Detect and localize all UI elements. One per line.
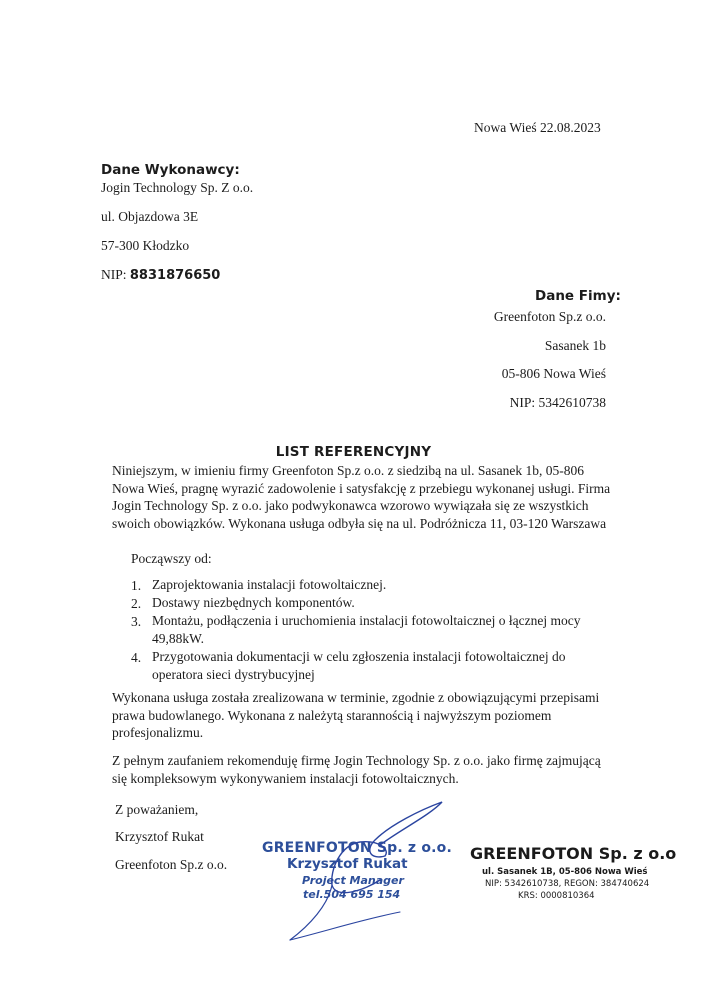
list-item-2-number: 2.: [131, 596, 142, 611]
client-name: Greenfoton Sp.z o.o.: [493, 309, 606, 324]
list-item-4-text: Przygotowania dokumentacji w celu zgłoszenia instalacji fotowoltaicznej do operatora sieci dystrybucyjnej: [152, 649, 566, 682]
contractor-name: Jogin Technology Sp. Z o.o.: [101, 180, 254, 195]
contractor-city: 57-300 Kłodzko: [101, 238, 190, 253]
contractor-nip-value: 8831876650: [129, 268, 221, 283]
company-stamp-address: ul. Sasanek 1B, 05-806 Nowa Wieś: [482, 867, 648, 877]
closing-company: Greenfoton Sp.z o.o.: [115, 857, 228, 872]
contractor-street: ul. Objazdowa 3E: [101, 209, 199, 224]
contractor-nip: [101, 267, 220, 283]
client-street: Sasanek 1b: [544, 338, 606, 353]
company-stamp-ids: NIP: 5342610738, REGON: 384740624: [485, 879, 650, 889]
client-city: 05-806 Nowa Wieś: [501, 366, 606, 381]
intro-paragraph: Niniejszym, w imieniu firmy Greenfoton Sp.z o.o. z siedzibą na ul. Sasanek 1b, 05-806 Nowa Wieś, pragnę wyrazić zadowolenie i satysfakcję z przebiegu wykonanej usługi. Firma Jogin Technology Sp. z o.o. jako podwykonawca wzorowo wywiązała się ze wszystkich swoich obowiązków. Wykonana usługa odbyła się na ul. Podróżnicza 11, 03-120 Warszawa: [112, 463, 611, 531]
company-stamp-krs: KRS: 0000810364: [518, 891, 595, 901]
list-item-4-number: 4.: [131, 650, 142, 665]
closing-regards: Z poważaniem,: [115, 802, 199, 817]
personal-stamp-role: Project Manager: [302, 874, 404, 887]
compliance-paragraph: Wykonana usługa została zrealizowana w terminie, zgodnie z obowiązującymi przepisami prawa budowlanego. Wykonana z należytą starannością i najwyższym poziomem profesjonalizmu.: [112, 690, 600, 740]
date-line: Nowa Wieś 22.08.2023: [474, 120, 601, 135]
closing-name: Krzysztof Rukat: [115, 829, 204, 844]
list-item-1-text: Zaprojektowania instalacji fotowoltaicznej.: [152, 577, 387, 592]
personal-stamp-phone: tel.504 695 154: [303, 888, 401, 901]
list-item-3-number: 3.: [131, 614, 142, 629]
list-intro: Począwszy od:: [131, 551, 212, 566]
client-heading: Dane Fimy:: [535, 288, 621, 304]
company-stamp: [460, 842, 677, 912]
list-item-1-number: 1.: [131, 578, 142, 593]
list-item-2-text: Dostawy niezbędnych komponentów.: [152, 595, 355, 610]
personal-stamp-name: Krzysztof Rukat: [287, 856, 408, 872]
signature-icon: [270, 790, 470, 950]
contractor-nip-label: NIP:: [101, 267, 127, 282]
company-stamp-name: GREENFOTON Sp. z o.o: [470, 844, 677, 863]
contractor-heading: Dane Wykonawcy:: [101, 162, 240, 178]
client-nip: NIP: 5342610738: [509, 395, 606, 410]
personal-stamp-company: GREENFOTON Sp. z o.o.: [262, 840, 453, 856]
list-item-3-text: Montażu, podłączenia i uruchomienia instalacji fotowoltaicznej o łącznej mocy 49,88kW.: [152, 613, 581, 646]
recommendation-paragraph: Z pełnym zaufaniem rekomenduję firmę Jogin Technology Sp. z o.o. jako firmę zajmującą się kompleksowym wykonywaniem instalacji fotowoltaicznych.: [112, 753, 601, 786]
document-title: LIST REFERENCYJNY: [275, 444, 432, 460]
